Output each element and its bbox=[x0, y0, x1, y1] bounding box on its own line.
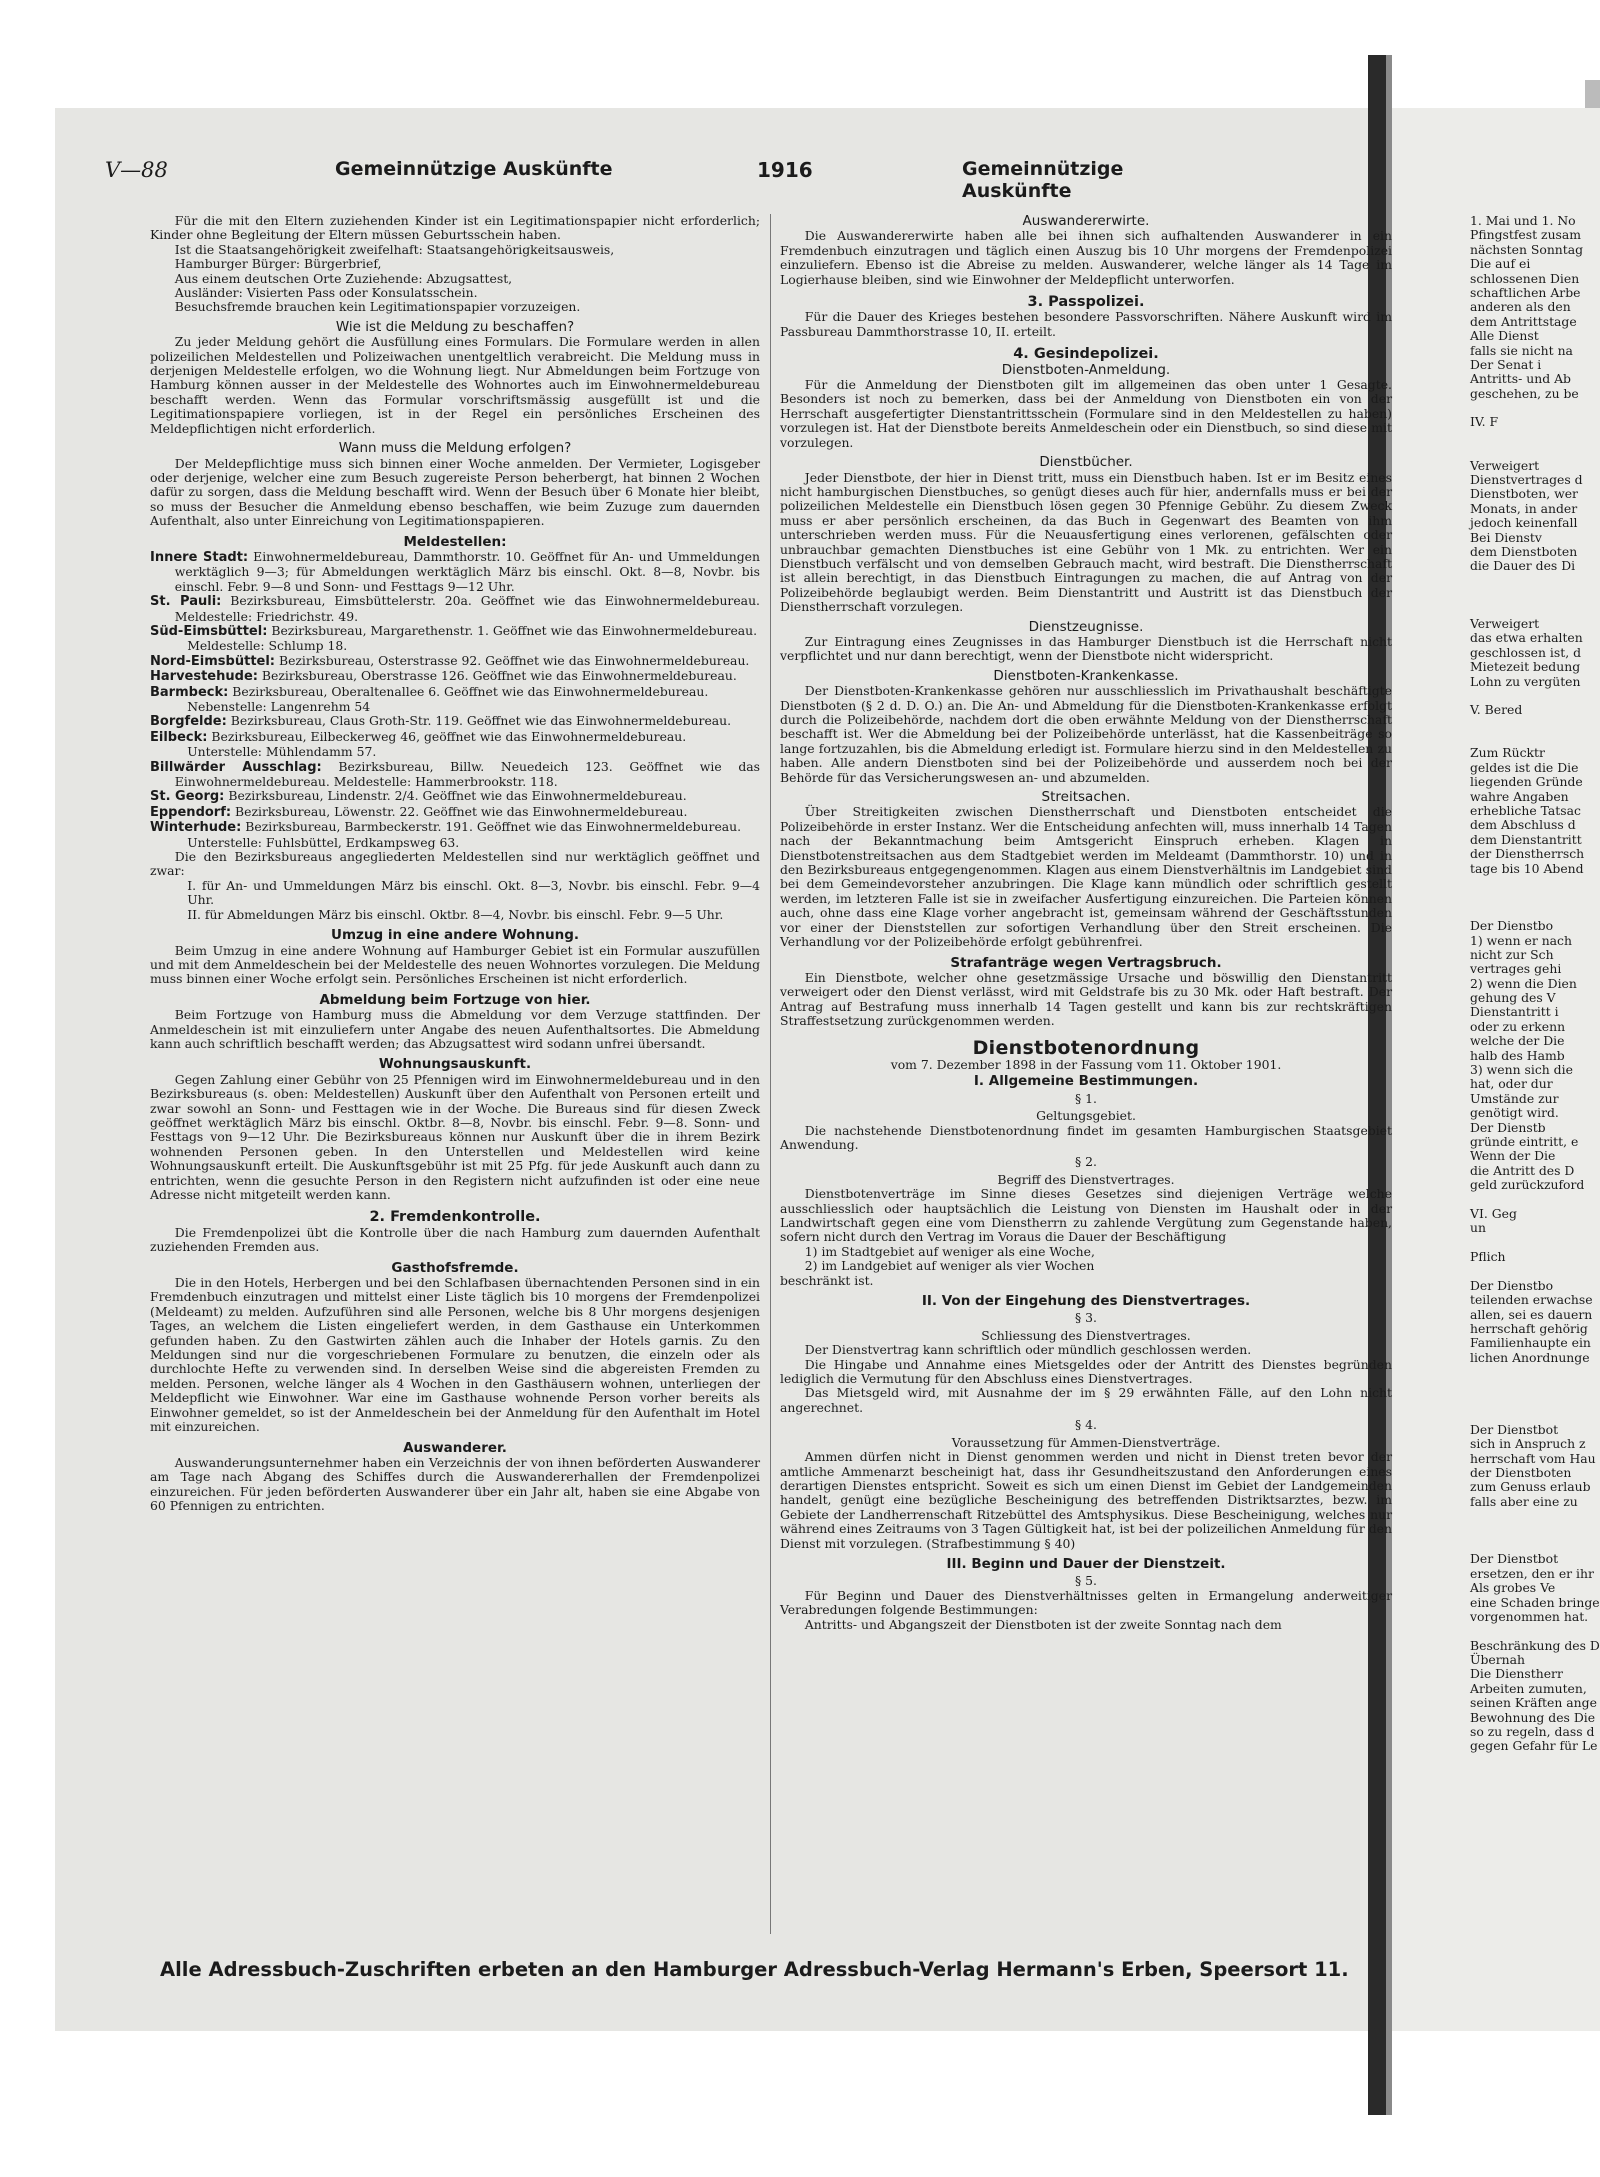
facing-page-line: sich in Anspruch z bbox=[1470, 1436, 1586, 1452]
facing-page-line bbox=[1470, 1509, 1600, 1523]
section-heading: Streitsachen. bbox=[1041, 789, 1131, 806]
facing-page-line: nächsten Sonntag bbox=[1470, 241, 1584, 257]
district-text: Bezirksbureau, Barmbeckerstr. 191. Geöffnet wie das Einwohnermeldebureau. bbox=[245, 819, 742, 835]
district-text: Bezirksbureau, Claus Groth-Str. 119. Geöffnet wie das Einwohnermeldebureau. bbox=[230, 713, 732, 729]
paragraph: Der Dienstboten-Krankenkasse gehören nur ausschliesslich im Privathaushalt beschäftigte Dienstboten (§ 2 d. D. O.) an. Die An- und Abmeldung für die Dienstboten-Krankenkasse erfolgt durch die Polizeibehörde, nachdem dort die oben erwähnte Meldung von der Dienstherrschaft beschafft ist. Wer die Abmeldung bei der Polizeibehörde unterlässt, hat die Kassenbeiträge so lange fortzuzahlen, bis die Abmeldung erledigt ist. Formulare hierzu sind in den Meldestellen zu haben. Alle andern Dienstboten sind bei der Polizeibehörde und ausserdem noch bei der Behörde für das Versicherungswesen an- und abzumelden. bbox=[780, 683, 1392, 785]
list-item bbox=[150, 789, 760, 804]
facing-page-line: 1) wenn er nach bbox=[1470, 932, 1572, 948]
facing-page-line bbox=[1470, 1265, 1600, 1279]
district-name: Harvestehude: bbox=[150, 669, 258, 685]
facing-page-line: Beschränkung des D bbox=[1470, 1637, 1600, 1653]
facing-page-line: der Dienstboten bbox=[1470, 1464, 1572, 1480]
facing-page-line: Der Senat i bbox=[1470, 356, 1542, 372]
running-title-right: Gemeinnützige Auskünfte bbox=[962, 158, 1124, 202]
facing-page-line: wahre Angaben bbox=[1470, 788, 1569, 804]
facing-page-line: Wenn der Die bbox=[1470, 1148, 1556, 1164]
district-name: Eppendorf: bbox=[150, 804, 232, 820]
facing-page-line: der Dienstherrsch bbox=[1470, 846, 1585, 862]
paragraph: Für die Anmeldung der Dienstboten gilt im allgemeinen das oben unter 1 Gesagte. Besonders ist noch zu bemerken, dass bei der Anmeldung von Dienstboten ein von der Herrschaft ausgefertigter Dienstantrittsschein (Formulare sind in den Meldestellen zu haben) vorzulegen ist. Hat der Dienstbote bereits Anmeldeschein oder ein Dienstbuch, so sind diese mit vorzulegen. bbox=[780, 377, 1392, 450]
year: 1916 bbox=[757, 158, 813, 182]
sub-line: Meldestelle: Schlump 18. bbox=[187, 638, 348, 654]
list-item bbox=[150, 760, 760, 790]
paragraph: Die Auswandererwirte haben alle bei ihnen sich aufhaltenden Auswanderer in ein Fremdenbuch einzutragen und täglich einen Auszug bis 10 Uhr morgens der Fremdenpolizei einzuliefern. Ebenso ist die Abreise zu melden. Auswanderer, welche länger als 14 Tage im Logierhause bleiben, sind wie Einwohner der Meldepflicht unterworfen. bbox=[780, 228, 1392, 287]
paragraph: Ist die Staatsangehörigkeit zweifelhaft: Staatsangehörigkeitsausweis, bbox=[174, 241, 615, 257]
paragraph: Der Dienstvertrag kann schriftlich oder mündlich geschlossen werden. bbox=[804, 1342, 1252, 1358]
facing-page-line: Mietezeit bedung bbox=[1470, 659, 1581, 675]
facing-page-line: herrschaft vom Hau bbox=[1470, 1450, 1596, 1466]
facing-page-line bbox=[1470, 588, 1600, 602]
paragraph: beschränkt ist. bbox=[780, 1272, 874, 1288]
facing-page-line: falls sie nicht na bbox=[1470, 342, 1573, 358]
section-heading: Dienstboten-Krankenkasse. bbox=[993, 667, 1179, 684]
facing-page-line: 1. Mai und 1. No bbox=[1470, 213, 1576, 228]
paragraph: Über Streitigkeiten zwischen Dienstherrschaft und Dienstboten entscheidet die Polizeibehörde in erster Instanz. Wer die Entscheidung anfechten will, muss innerhalb 14 Tagen nach der Bekanntmachung beim Amtsgericht Einspruch erheben. Klagen in Dienstbotenstreitsachen aus dem Stadtgebiet werden im Meldeamt (Dammthorstr. 10) und in den Bezirksbureaus entgegengenommen. Klagen aus einem Dienstverhältnis im Landgebiet sind bei dem Gemeindevorsteher anzubringen. Die Klage kann mündlich oder schriftlich gestellt werden, im letzteren Falle ist sie in zweifacher Ausfertigung einzureichen. Die Parteien können auch, ohne dass eine Klage vorher angebracht ist, gemeinsam während der Geschäftsstunden vor einer der Dienststellen zur sofortigen Verhandlung über den Streit erscheinen. Die Verhandlung vor der Polizeibehörde erfolgt gebührenfrei. bbox=[780, 804, 1392, 950]
facing-page-line: die Dauer des Di bbox=[1470, 558, 1576, 574]
facing-page-line bbox=[1470, 1408, 1600, 1422]
facing-page-line bbox=[1470, 1394, 1600, 1408]
facing-page-line: V. Bered bbox=[1470, 702, 1523, 718]
facing-page-line: schlossenen Dien bbox=[1470, 270, 1580, 286]
paragraph: Die nachstehende Dienstbotenordnung findet im gesamten Hamburgischen Staatsgebiet Anwendung. bbox=[780, 1122, 1392, 1152]
facing-page-text bbox=[1470, 214, 1600, 1754]
left-column bbox=[150, 214, 760, 1514]
facing-page-line bbox=[1470, 689, 1600, 703]
paragraph: Die Fremdenpolizei übt die Kontrolle über die nach Hamburg zum dauernden Aufenthalt zuziehenden Fremden aus. bbox=[150, 1224, 760, 1255]
paragraph: Ammen dürfen nicht in Dienst genommen werden und nicht in Dienst treten bevor der amtliche Ammenarzt bescheinigt hat, dass ihr Gesundheitszustand den Anforderungen eines derartigen Dienstes entspricht. Soweit es sich um einen Dienst im Gebiet der Landgemeinden handelt, genügt eine bezügliche Bescheinigung des betreffenden Distriktsarztes, bezw. im Gebiete der Landherrenschaft Ritzebüttel des Amtsphysikus. Diese Bescheinigung, welches nur während eines Zeitraums von 3 Tagen Gültigkeit hat, ist bei der polizeilichen Anmeldung für den Dienst mit vorzulegen. (Strafbestimmung § 40) bbox=[780, 1449, 1392, 1551]
facing-page-line: Dienstantritt i bbox=[1470, 1004, 1559, 1020]
facing-page-line bbox=[1470, 1365, 1600, 1379]
facing-page-line bbox=[1470, 1524, 1600, 1538]
facing-page-line: jedoch keinenfall bbox=[1470, 515, 1578, 531]
paragraph: Antritts- und Abgangszeit der Dienstboten ist der zweite Sonntag nach dem bbox=[804, 1616, 1282, 1632]
right-column bbox=[780, 214, 1392, 1632]
paragraph: Beim Fortzuge von Hamburg muss die Abmeldung vor dem Verzuge stattfinden. Der Anmeldeschein ist mit einzuliefern unter Angabe des neuen Aufenthaltsortes. Die Abmeldung kann auch schriftlich beschafft werden; das Abzugsattest wird sodann unfrei übersandt. bbox=[150, 1007, 760, 1051]
facing-page-line bbox=[1470, 905, 1600, 919]
facing-page-line bbox=[1470, 1380, 1600, 1394]
facing-page-line: teilenden erwachse bbox=[1470, 1292, 1593, 1308]
running-title-left: Gemeinnützige Auskünfte bbox=[335, 158, 613, 180]
facing-page-line: herrschaft gehörig bbox=[1470, 1321, 1588, 1337]
list-item bbox=[150, 550, 760, 594]
facing-page-line bbox=[1470, 890, 1600, 904]
section-heading: Abmeldung beim Fortzuge von hier. bbox=[319, 991, 591, 1008]
facing-page-line: Der Dienstbo bbox=[1470, 1277, 1554, 1293]
facing-page-line: halb des Hamb bbox=[1470, 1047, 1565, 1063]
section-heading: Dienstbücher. bbox=[1039, 454, 1133, 471]
chapter-heading: III. Beginn und Dauer der Dienstzeit. bbox=[946, 1555, 1226, 1572]
district-name: Nord-Eimsbüttel: bbox=[150, 653, 276, 669]
list-item bbox=[150, 820, 760, 835]
facing-page-line bbox=[1470, 1538, 1600, 1552]
section-heading: 4. Gesindepolizei. bbox=[1013, 346, 1159, 363]
paragraph-title: Schliessung des Dienstvertrages. bbox=[981, 1327, 1191, 1343]
section-heading: Wohnungsauskunft. bbox=[378, 1056, 532, 1073]
column-rule bbox=[770, 214, 771, 1934]
facing-page-line: gehung des V bbox=[1470, 990, 1556, 1006]
facing-page-line: Die auf ei bbox=[1470, 256, 1531, 272]
paragraph-number: § 3. bbox=[1075, 1310, 1097, 1326]
chapter-heading: II. Von der Eingehung des Dienstvertrages. bbox=[921, 1293, 1251, 1310]
district-name: Eilbeck: bbox=[150, 729, 208, 745]
facing-page-line: Zum Rücktr bbox=[1470, 745, 1545, 761]
facing-page-line: so zu regeln, dass d bbox=[1470, 1724, 1595, 1740]
district-name: Süd-Eimsbüttel: bbox=[150, 623, 268, 639]
facing-page-line: die Antritt des D bbox=[1470, 1162, 1575, 1178]
facing-page-line: welche der Die bbox=[1470, 1033, 1565, 1049]
paragraph: Zu jeder Meldung gehört die Ausfüllung eines Formulars. Die Formulare werden in allen polizeilichen Meldestellen und Polizeiwachen unentgeltlich verabreicht. Die Meldung muss in derjenigen Meldestelle erfolgen, wo die Wohnung liegt. Nur Abmeldungen beim Fortzuge von Hamburg können ausser in der Meldestelle des Wohnortes auch im Einwohnermeldebureau beschafft werden. Wenn das Formular vorschriftsmässig ausgefüllt ist und die Legitimationspapiere vorliegen, ist in der Regel ein persönliches Erscheinen des Meldepflichtigen nicht erforderlich. bbox=[150, 334, 760, 436]
page-edge-tab bbox=[1585, 80, 1600, 108]
facing-page-line: Als grobes Ve bbox=[1470, 1580, 1556, 1596]
paragraph: Aus einem deutschen Orte Zuziehende: Abzugsattest, bbox=[174, 270, 513, 286]
paragraph: Hamburger Bürger: Bürgerbrief, bbox=[174, 256, 382, 272]
facing-page-line: vorgenommen hat. bbox=[1470, 1608, 1589, 1624]
facing-page-line: Familienhaupte ein bbox=[1470, 1335, 1591, 1351]
facing-page-line: VI. Geg bbox=[1470, 1205, 1517, 1221]
facing-page-line: erhebliche Tatsac bbox=[1470, 803, 1581, 819]
facing-page-line: tage bis 10 Abend bbox=[1470, 860, 1584, 876]
district-text: Einwohnermeldebureau, Dammthorstr. 10. Geöffnet für An- und Ummeldungen werktäglich 9—3; für Abmeldungen werktäglich März bis einschl. Okt. 8—8, Novbr. bis einschl. Febr. 9—8 und Sonn- und Festtags 9—12 Uhr. bbox=[174, 548, 760, 594]
facing-page-line: gründe eintritt, e bbox=[1470, 1134, 1579, 1149]
facing-page-line: Übernah bbox=[1470, 1652, 1525, 1668]
facing-page-line: Verweigert bbox=[1470, 615, 1540, 631]
section-heading: 3. Passpolizei. bbox=[1027, 294, 1145, 311]
section-heading: Umzug in eine andere Wohnung. bbox=[330, 927, 580, 944]
paragraph: Zur Eintragung eines Zeugnisses in das Hamburger Dienstbuch ist die Herrschaft nicht verpflichtet und nur dann berechtigt, wenn der Dienstbote nicht widerspricht. bbox=[780, 633, 1392, 664]
facing-page-line: geschlossen ist, d bbox=[1470, 644, 1582, 660]
list-item: 2) im Landgebiet auf weniger als vier Wochen bbox=[804, 1258, 1095, 1274]
facing-page-line: Dienstboten, wer bbox=[1470, 486, 1578, 502]
facing-page-line bbox=[1470, 401, 1600, 415]
list-item bbox=[150, 654, 760, 669]
district-text: Bezirksbureau, Oberaltenallee 6. Geöffnet wie das Einwohnermeldebureau. bbox=[232, 683, 709, 699]
list-item bbox=[150, 624, 760, 639]
facing-page-line bbox=[1470, 876, 1600, 890]
facing-page-line bbox=[1470, 732, 1600, 746]
facing-page-line: Monats, in ander bbox=[1470, 500, 1578, 516]
list-item bbox=[150, 669, 760, 684]
district-name: St. Pauli: bbox=[150, 594, 222, 610]
document-title: Dienstbotenordnung bbox=[972, 1036, 1200, 1059]
facing-page-line: Lohn zu vergüten bbox=[1470, 673, 1581, 689]
facing-page-line: lichen Anordnunge bbox=[1470, 1349, 1590, 1365]
facing-page-line: geldes ist die Die bbox=[1470, 759, 1579, 775]
facing-page-line: Antritts- und Ab bbox=[1470, 371, 1571, 387]
facing-page-line: vertrages gehi bbox=[1470, 961, 1562, 977]
paragraph-title: Voraussetzung für Ammen-Dienstverträge. bbox=[951, 1434, 1221, 1450]
facing-page-line bbox=[1470, 430, 1600, 444]
facing-page-line bbox=[1470, 574, 1600, 588]
facing-page-line: dem Dienstantritt bbox=[1470, 831, 1582, 847]
facing-page-line: Dienstvertrages d bbox=[1470, 472, 1583, 488]
facing-page-line: schaftlichen Arbe bbox=[1470, 284, 1581, 300]
list-item: 1) im Stadtgebiet auf weniger als eine Woche, bbox=[804, 1243, 1095, 1259]
facing-page-line: un bbox=[1470, 1220, 1486, 1236]
facing-page-line: Arbeiten zumuten, bbox=[1470, 1680, 1587, 1696]
district-text: Bezirksbureau, Billw. Neuedeich 123. Geöffnet wie das Einwohnermeldebureau. Meldestelle: Hammerbrookstr. 118. bbox=[174, 758, 760, 790]
paragraph-title: Begriff des Dienstvertrages. bbox=[997, 1171, 1175, 1187]
facing-page-line: Umstände zur bbox=[1470, 1090, 1559, 1106]
section-heading: Dienstboten-Anmeldung. bbox=[1001, 361, 1171, 378]
section-heading: Wie ist die Meldung zu beschaffen? bbox=[335, 318, 575, 335]
list-item bbox=[150, 714, 760, 729]
facing-page-line: Der Dienstbot bbox=[1470, 1551, 1559, 1567]
sub-line: Nebenstelle: Langenrehm 54 bbox=[187, 699, 371, 714]
chapter-heading: I. Allgemeine Bestimmungen. bbox=[973, 1073, 1199, 1090]
district-name: Innere Stadt: bbox=[150, 549, 249, 565]
paragraph-number: § 2. bbox=[1075, 1154, 1097, 1170]
paragraph: Dienstbotenverträge im Sinne dieses Gesetzes sind diejenigen Verträge welche ausschliesslich oder hauptsächlich die Leistung von Diensten im Haushalt oder in der Landwirtschaft gegen eine vom Dienstherrn zu zahlende Vergütung zum Gegenstande haben, sofern nicht durch den Vertrag im Voraus die Dauer der Beschäftigung bbox=[780, 1186, 1392, 1245]
district-name: Winterhude: bbox=[150, 820, 242, 836]
list-item: II. für Abmeldungen März bis einschl. Oktbr. 8—4, Novbr. bis einschl. Febr. 9—5 Uhr. bbox=[187, 906, 724, 922]
facing-page-line: geschehen, zu be bbox=[1470, 385, 1579, 401]
paragraph: Die Hingabe und Annahme eines Mietsgeldes oder der Antritt des Dienstes begründen lediglich die Vermutung für den Abschluss eines Dienstvertrages. bbox=[780, 1356, 1392, 1387]
paragraph-number: § 1. bbox=[1075, 1090, 1097, 1106]
list-item: I. für An- und Ummeldungen März bis einschl. Okt. 8—3, Novbr. bis einschl. Febr. 9—4 Uhr. bbox=[187, 877, 760, 908]
facing-page-line: Bewohnung des Die bbox=[1470, 1709, 1596, 1725]
paragraph: Beim Umzug in eine andere Wohnung auf Hamburger Gebiet ist ein Formular auszufüllen und mit dem Anmeldeschein bei der Meldestelle des neuen Wohnortes vorzulegen. Die Meldung muss binnen einer Woche erfolgt sein. Persönliches Erscheinen ist nicht erforderlich. bbox=[150, 942, 760, 987]
facing-page-line: 2) wenn die Dien bbox=[1470, 975, 1577, 991]
facing-page-line: zum Genuss erlaub bbox=[1470, 1479, 1591, 1495]
section-heading: Dienstzeugnisse. bbox=[1028, 618, 1144, 635]
facing-page-line: Pflich bbox=[1470, 1249, 1506, 1265]
district-text: Bezirksbureau, Löwenstr. 22. Geöffnet wie das Einwohnermeldebureau. bbox=[235, 803, 688, 819]
section-heading: Wann muss die Meldung erfolgen? bbox=[338, 440, 572, 457]
district-text: Bezirksbureau, Eimsbüttelerstr. 20a. Geöffnet wie das Einwohnermeldebureau. Meldestelle: Friedrichstr. 49. bbox=[174, 593, 760, 624]
facing-page-line bbox=[1470, 718, 1600, 732]
document-subtitle: vom 7. Dezember 1898 in der Fassung vom 11. Oktober 1901. bbox=[890, 1056, 1282, 1072]
facing-page-line bbox=[1470, 444, 1600, 458]
facing-page-line: Verweigert bbox=[1470, 457, 1540, 473]
paragraph: Die den Bezirksbureaus angegliederten Meldestellen sind nur werktäglich geöffnet und zwar: bbox=[150, 849, 760, 879]
facing-page-line: liegenden Gründe bbox=[1470, 774, 1583, 790]
facing-page-line: Pfingstfest zusam bbox=[1470, 227, 1582, 243]
section-heading: Meldestellen: bbox=[403, 533, 507, 550]
facing-page-line: genötigt wird. bbox=[1470, 1105, 1559, 1121]
facing-page-line bbox=[1470, 603, 1600, 617]
facing-page-line bbox=[1470, 1236, 1600, 1250]
page-number: V—88 bbox=[105, 158, 168, 182]
facing-page-line: das etwa erhalten bbox=[1470, 630, 1583, 646]
paragraph: Für Beginn und Dauer des Dienstverhältnisses gelten in Ermangelung anderweitiger Verabredungen folgende Bestimmungen: bbox=[780, 1587, 1392, 1618]
paragraph-number: § 4. bbox=[1075, 1417, 1097, 1433]
section-heading: Auswandererwirte. bbox=[1022, 213, 1150, 229]
facing-page-line bbox=[1470, 1624, 1600, 1638]
facing-page-line: dem Dienstboten bbox=[1470, 543, 1578, 559]
facing-page-line bbox=[1470, 1193, 1600, 1207]
facing-page-line: dem Antrittstage bbox=[1470, 313, 1577, 329]
facing-page-line: gegen Gefahr für Le bbox=[1470, 1738, 1598, 1754]
district-name: St. Georg: bbox=[150, 789, 225, 805]
facing-page-line: Der Dienstbo bbox=[1470, 918, 1554, 934]
section-heading: Auswanderer. bbox=[403, 1439, 507, 1456]
paragraph: Ein Dienstbote, welcher ohne gesetzmässige Ursache und böswillig den Dienstantritt verweigert oder den Dienst verlässt, wird mit Geldstrafe bis zu 30 Mk. oder Haft bestraft. Der Antrag auf Bestrafung muss innerhalb 14 Tagen gestellt und kann bis zur rechtskräftigen Straffestsetzung zurückgenommen werden. bbox=[780, 969, 1392, 1029]
facing-page-line: falls aber eine zu bbox=[1470, 1493, 1578, 1509]
facing-page-line: IV. F bbox=[1470, 414, 1499, 430]
paragraph: Auswanderungsunternehmer haben ein Verzeichnis der von ihnen beförderten Auswanderer am Tage nach Abgang des Schiffes durch die Auswandererhallen der Fremdenpolizei einzureichen. Für jeden beförderten Auswanderer über ein Jahr alt, haben sie eine Abgabe von 60 Pfennigen zu entrichten. bbox=[150, 1454, 760, 1514]
facing-page-line: Alle Dienst bbox=[1470, 328, 1539, 344]
meldestellen-list bbox=[150, 550, 760, 850]
sub-line: Unterstelle: Mühlendamm 57. bbox=[187, 744, 377, 760]
district-name: Barmbeck: bbox=[150, 684, 229, 700]
sub-line: Unterstelle: Fuhlsbüttel, Erdkampsweg 63. bbox=[187, 834, 460, 850]
page-header bbox=[105, 158, 1225, 202]
paragraph: Der Meldepflichtige muss sich binnen einer Woche anmelden. Der Vermieter, Logisgeber oder derjenige, welcher eine zum Besuch zugereiste Person beherbergt, hat binnen 2 Wochen dafür zu sorgen, dass die Meldung beschafft wird. Wenn der Besuch über 6 Monate hier bleibt, so muss der Besucher die Anmeldung ebenso beschaffen, wie beim Zuzuge zum dauernden Aufenthalt, also unter Einreichung von Legitimationspapieren. bbox=[150, 455, 760, 529]
list-item bbox=[150, 685, 760, 700]
district-text: Bezirksbureau, Margarethenstr. 1. Geöffnet wie das Einwohnermeldebureau. bbox=[271, 622, 758, 638]
facing-page-line: oder zu erkenn bbox=[1470, 1018, 1566, 1034]
paragraph: Für die Dauer des Krieges bestehen besondere Passvorschriften. Nähere Auskunft wird im Passbureau Dammthorstrasse 10, II. erteilt. bbox=[780, 309, 1392, 339]
facing-page-line: Die Dienstherr bbox=[1470, 1666, 1563, 1682]
section-heading: Strafanträge wegen Vertragsbruch. bbox=[950, 954, 1222, 971]
district-name: Billwärder Ausschlag: bbox=[150, 759, 322, 775]
paragraph: Das Mietsgeld wird, mit Ausnahme der im § 29 erwähnten Fälle, auf den Lohn nicht angerechnet. bbox=[780, 1385, 1392, 1415]
paragraph: Gegen Zahlung einer Gebühr von 25 Pfennigen wird im Einwohnermeldebureau und in den Bezirksbureaus (s. oben: Meldestellen) Auskunft über den Aufenthalt von Personen erteilt und zwar sowohl an Sonn- und Festtagen wie in der Woche. Die Bureaus sind für diesen Zweck geöffnet werktäglich März bis einschl. Oktbr. 8—8, Novbr. bis einschl. Febr. 9—8. Sonn- und Festtags von 9—12 Uhr. Die Bezirksbureaus können nur Auskunft über die in ihrem Bezirk wohnenden Personen geben. In den Unterstellen und Meldestellen wird keine Wohnungsauskunft erteilt. Die Auskunftsgebühr ist mit 25 Pfg. für jede Auskunft auch dann zu entrichten, wenn die gesuchte Person in den Registern nicht aufzufinden ist oder eine neue Adresse nicht mitgeteilt werden kann. bbox=[150, 1071, 760, 1202]
paragraph: Für die mit den Eltern zuziehenden Kinder ist ein Legitimationspapier nicht erforderlich; Kinder ohne Begleitung der Eltern müssen Geburtsschein haben. bbox=[150, 213, 760, 243]
facing-page-line: Der Dienstb bbox=[1470, 1119, 1546, 1135]
facing-page-line: 3) wenn sich die bbox=[1470, 1062, 1573, 1078]
district-text: Bezirksbureau, Oberstrasse 126. Geöffnet wie das Einwohnermeldebureau. bbox=[261, 668, 737, 684]
facing-page-line: seinen Kräften ange bbox=[1470, 1695, 1597, 1711]
list-item bbox=[150, 805, 760, 820]
district-text: Bezirksbureau, Osterstrasse 92. Geöffnet wie das Einwohnermeldebureau. bbox=[278, 652, 750, 668]
facing-page-line: ersetzen, den er ihr bbox=[1470, 1565, 1594, 1581]
paragraph: Ausländer: Visierten Pass oder Konsulatsschein. bbox=[174, 285, 478, 301]
list-item bbox=[150, 730, 760, 745]
facing-page-line: dem Abschluss d bbox=[1470, 817, 1576, 833]
section-heading: 2. Fremdenkontrolle. bbox=[369, 1209, 541, 1226]
facing-page-line: allen, sei es dauern bbox=[1470, 1306, 1593, 1322]
page-footer: Alle Adressbuch-Zuschriften erbeten an den Hamburger Adressbuch-Verlag Hermann's Erben, Speersort 11. bbox=[160, 1958, 1349, 1981]
paragraph: Die in den Hotels, Herbergen und bei den Schlafbasen übernachtenden Personen sind in ein Fremdenbuch einzutragen und mittelst einer Liste täglich bis 10 morgens der Fremdenpolizei (Meldeamt) zu melden. Aufzuführen sind alle Personen, welche bis 8 Uhr morgens desjenigen Tages, an welchem die Listen eingeliefert werden, in dem Gasthause ein Unterkommen gefunden haben. Zu den Gastwirten zählen auch die Inhaber der Hotels garnis. Zu den Meldungen sind nur die vorgeschriebenen Formulare zu benutzen, die einzeln oder als durchlochte Hefte zu verwenden sind. In derselben Weise sind die abgereisten Fremden zu melden. Personen, welche länger als 4 Wochen in den Gasthäusern wohnen, unterliegen der Meldepflicht wie Einwohner. War eine im Gasthause wohnende Person vorher bereits als Einwohner gemeldet, so ist der Anmeldeschein bei der Anmeldung für den Aufenthalt im Hotel mit einzureichen. bbox=[150, 1275, 760, 1435]
facing-page-line: nicht zur Sch bbox=[1470, 946, 1554, 962]
facing-page-line: hat, oder dur bbox=[1470, 1076, 1553, 1092]
facing-page-line: Bei Dienstv bbox=[1470, 529, 1542, 545]
paragraph: Besuchsfremde brauchen kein Legitimationspapier vorzuzeigen. bbox=[174, 299, 581, 315]
facing-page-line: eine Schaden bringe bbox=[1470, 1594, 1600, 1610]
facing-page-line: anderen als den bbox=[1470, 299, 1571, 315]
district-text: Bezirksbureau, Eilbeckerweg 46, geöffnet wie das Einwohnermeldebureau. bbox=[211, 728, 687, 744]
district-text: Bezirksbureau, Lindenstr. 2/4. Geöffnet wie das Einwohnermeldebureau. bbox=[228, 788, 687, 804]
paragraph-number: § 5. bbox=[1075, 1573, 1097, 1589]
paragraph: Jeder Dienstbote, der hier in Dienst tritt, muss ein Dienstbuch haben. Ist er im Besitz eines nicht hamburgischen Dienstbuches, so genügt dieses auch für hier, andernfalls muss er bei der polizeilichen Meldestelle ein Dienstbuch lösen gegen 30 Pfennige Gebühr. Zu diesem Zweck muss er aber persönlich erscheinen, da das Buch in Gegenwart des Beamten von ihm unterschrieben werden muss. Für die Neuausfertigung eines verlorenen, gefälschten oder unbrauchbar gemachten Dienstbuches ist eine Gebühr von 1 Mk. zu entrichten. Wer ein Dienstbuch verfälscht und von demselben Gebrauch macht, wird bestraft. Die Dienstherrschaft ist allein berechtigt, in das Dienstbuch Eintragungen zu machen, die auf Antrag von der Polizeibehörde beglaubigt werden. Beim Dienstantritt und Austritt ist das Dienstbuch der Dienstherrschaft vorzulegen. bbox=[780, 469, 1392, 615]
list-item bbox=[150, 594, 760, 624]
facing-page-line: geld zurückzuford bbox=[1470, 1177, 1585, 1193]
section-heading: Gasthofsfremde. bbox=[391, 1259, 519, 1276]
paragraph-title: Geltungsgebiet. bbox=[1036, 1108, 1136, 1124]
facing-page-line: Der Dienstbot bbox=[1470, 1421, 1559, 1437]
district-name: Borgfelde: bbox=[150, 714, 227, 730]
